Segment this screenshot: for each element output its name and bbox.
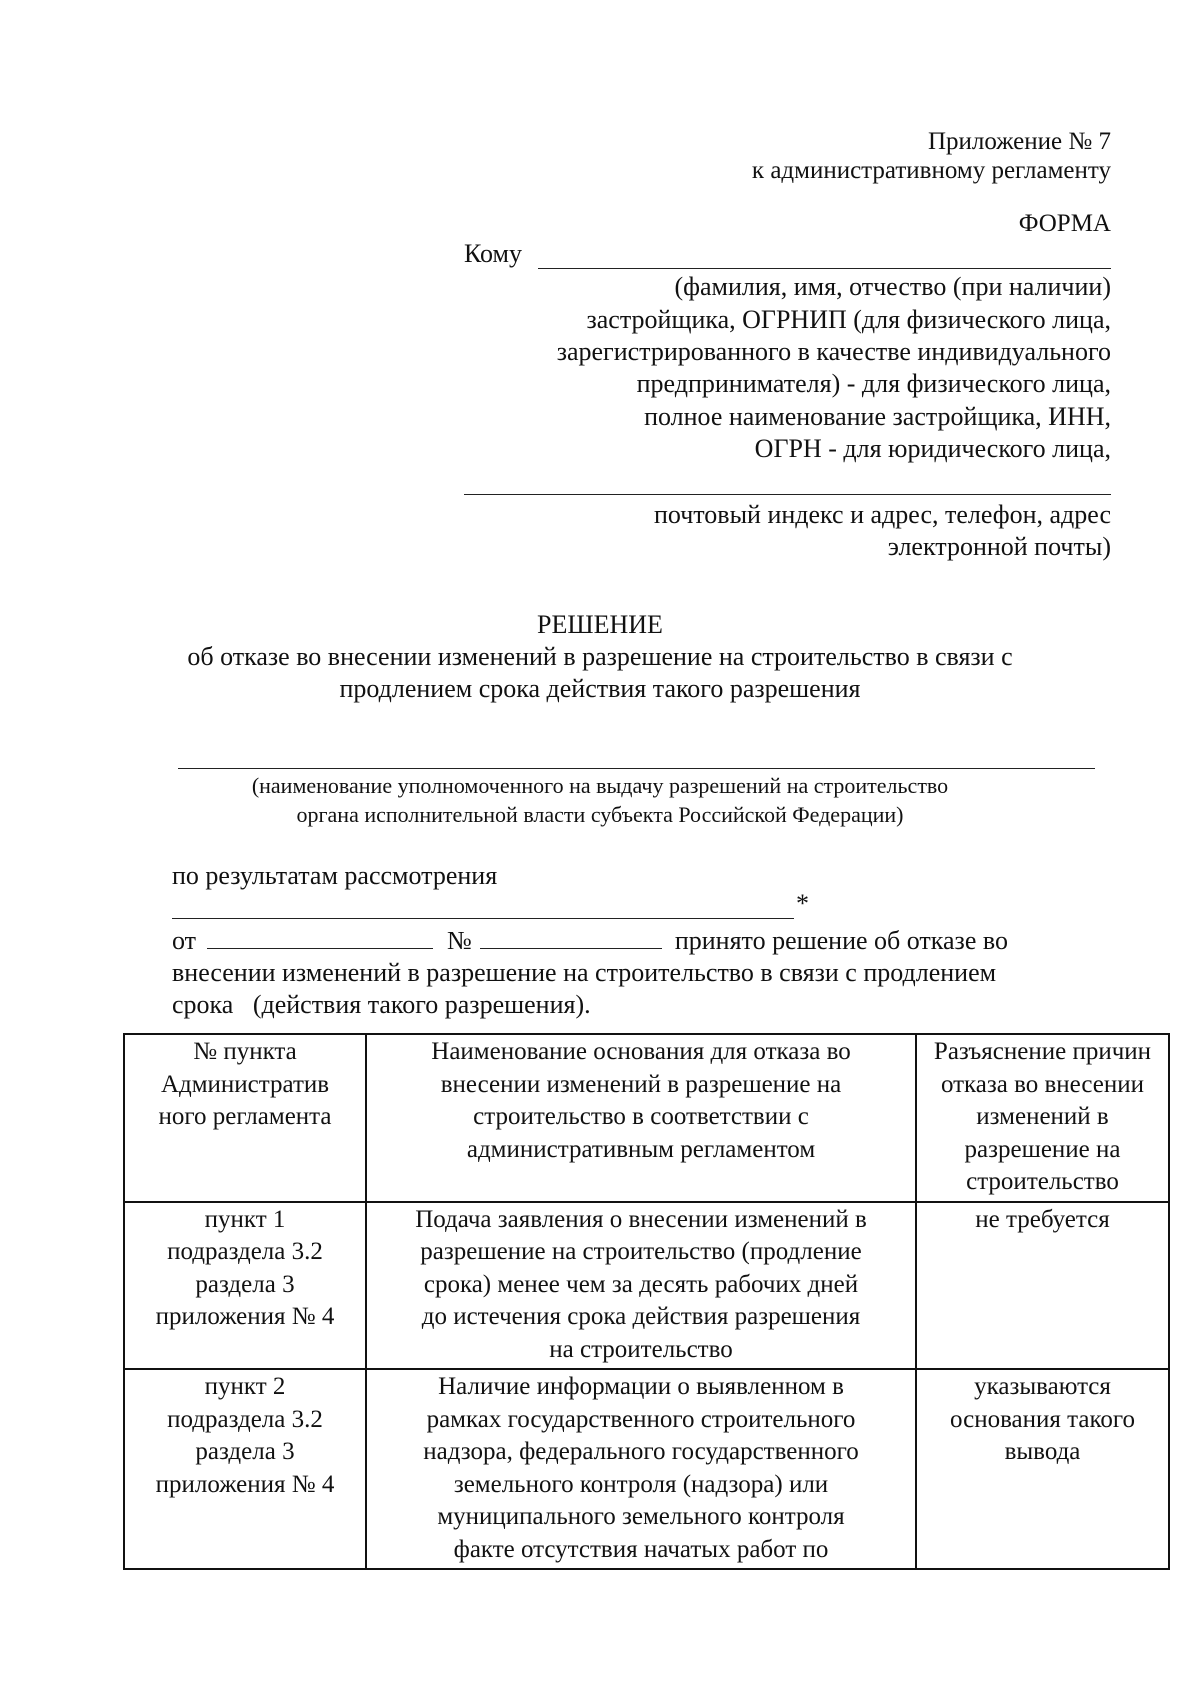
applicant-hint-line: полное наименование застройщика, ИНН, bbox=[644, 402, 1111, 431]
refusal-grounds-table bbox=[123, 1033, 1170, 1570]
decision-line-1 bbox=[172, 925, 1008, 957]
appendix-to: к административному регламенту bbox=[751, 157, 1111, 184]
footnote-mark: * bbox=[796, 889, 809, 918]
table-row bbox=[124, 1369, 1169, 1569]
review-blank-line bbox=[172, 918, 794, 919]
explanation-cell: указываются основания такого вывода bbox=[916, 1369, 1169, 1569]
review-label: по результатам рассмотрения bbox=[172, 861, 498, 890]
contact-hint-line: электронной почты) bbox=[887, 532, 1111, 561]
applicant-hint-line: предпринимателя) - для физического лица, bbox=[636, 369, 1111, 398]
decision-line-2: внесении изменений в разрешение на строительство в связи с продлением bbox=[172, 958, 997, 987]
table-header-row bbox=[124, 1034, 1169, 1202]
authority-hint-line: органа исполнительной власти субъекта Российской Федерации) bbox=[296, 802, 904, 827]
contact-hint-line: почтовый индекс и адрес, телефон, адрес bbox=[653, 500, 1111, 529]
header-explanation: Разъяснение причин отказа во внесении изменений в разрешение на строительство bbox=[916, 1034, 1169, 1202]
header-ground-name: Наименование основания для отказа во внесении изменений в разрешение на строительство в соответствии с административным регламентом bbox=[366, 1034, 916, 1202]
number-blank-line bbox=[480, 926, 662, 949]
to-label: Кому bbox=[464, 239, 523, 268]
clause-cell: пункт 2 подраздела 3.2 раздела 3 приложения № 4 bbox=[124, 1369, 366, 1569]
authority-hint-line: (наименование уполномоченного на выдачу разрешений на строительство bbox=[251, 773, 949, 798]
contact-blank-line bbox=[464, 494, 1111, 495]
ground-cell: Подача заявления о внесении изменений в разрешение на строительство (продление срока) менее чем за десять рабочих дней до истечения срока действия разрешения на строительство bbox=[366, 1202, 916, 1370]
document-subtitle-line: об отказе во внесении изменений в разрешение на строительство в связи с bbox=[187, 642, 1013, 671]
number-label: № bbox=[447, 926, 472, 955]
form-label: ФОРМА bbox=[1018, 210, 1111, 237]
applicant-hint-line: (фамилия, имя, отчество (при наличии) bbox=[674, 272, 1111, 301]
decision-line-3: срока (действия такого разрешения). bbox=[172, 990, 591, 1019]
authority-blank-line bbox=[178, 768, 1095, 769]
explanation-cell: не требуется bbox=[916, 1202, 1169, 1370]
table-row bbox=[124, 1202, 1169, 1370]
date-blank-line bbox=[207, 926, 433, 949]
header-clause-number: № пункта Административ ного регламента bbox=[124, 1034, 366, 1202]
appendix-number: Приложение № 7 bbox=[927, 128, 1111, 155]
addressee-blank-line bbox=[538, 268, 1111, 269]
document-heading: РЕШЕНИЕ bbox=[537, 610, 663, 639]
clause-cell: пункт 1 подраздела 3.2 раздела 3 приложения № 4 bbox=[124, 1202, 366, 1370]
applicant-hint-line: зарегистрированного в качестве индивидуального bbox=[556, 337, 1111, 366]
applicant-hint-line: застройщика, ОГРНИП (для физического лица, bbox=[586, 305, 1111, 334]
ground-cell: Наличие информации о выявленном в рамках государственного строительного надзора, федерального государственного земельного контроля (надзора) или муниципального земельного контроля факте отсутствия начатых работ по bbox=[366, 1369, 916, 1569]
from-label: от bbox=[172, 926, 197, 955]
applicant-hint-line: ОГРН - для юридического лица, bbox=[754, 434, 1111, 463]
decision-text: принято решение об отказе во bbox=[674, 926, 1008, 955]
document-subtitle-line: продлением срока действия такого разрешения bbox=[339, 674, 861, 703]
